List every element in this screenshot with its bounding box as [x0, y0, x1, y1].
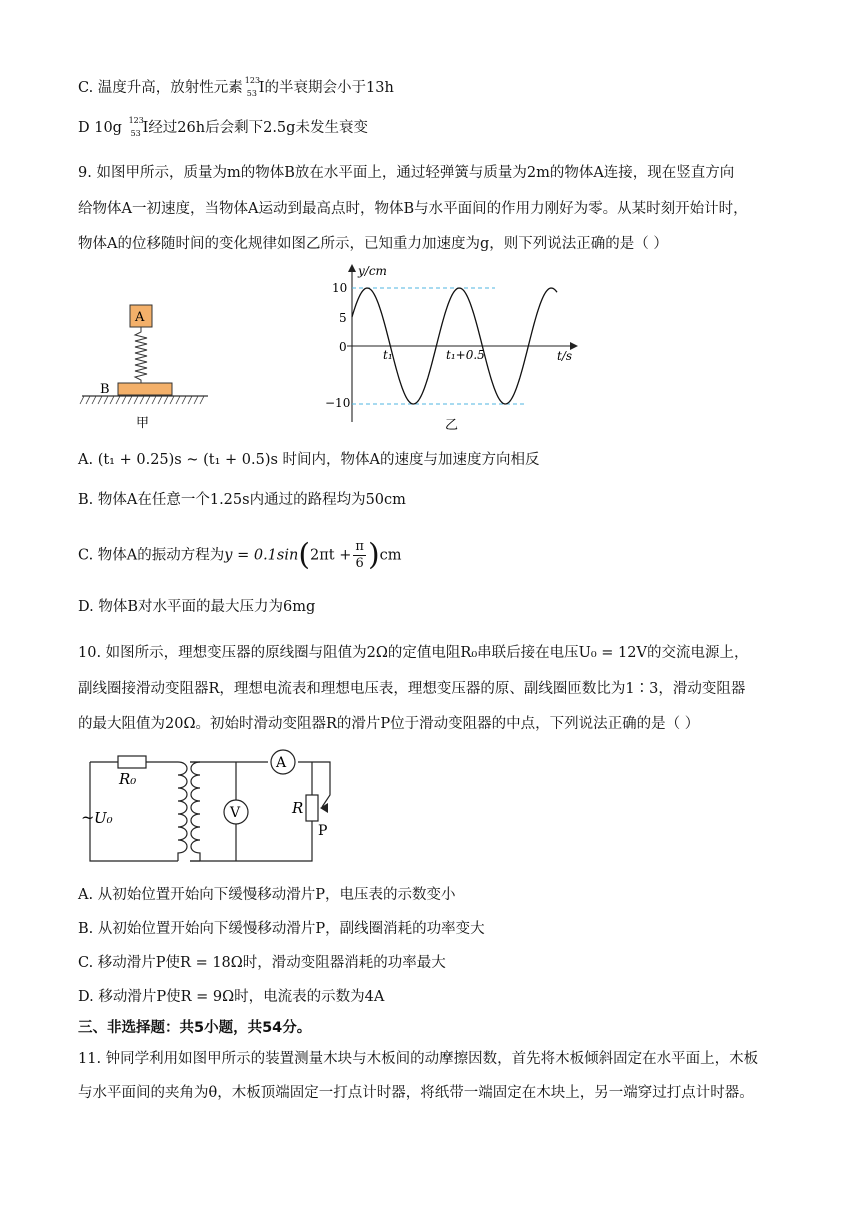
q10-option-b: B. 从初始位置开始向下缓慢移动滑片P，副线圈消耗的功率变大 — [78, 921, 485, 937]
q10-option-d: D. 移动滑片P使R = 9Ω时，电流表的示数为4A — [78, 989, 385, 1005]
primary-coil — [178, 762, 187, 861]
q8-option-c-prefix: C. 温度升高，放射性元素 — [78, 80, 243, 96]
isotope-i123: 123 53 — [244, 76, 261, 98]
r-label: R — [292, 799, 304, 817]
q10-option-a: A. 从初始位置开始向下缓慢移动滑片P，电压表的示数变小 — [78, 887, 456, 903]
t1-label: t₁ — [383, 348, 393, 362]
u0-label: U₀ — [94, 809, 113, 827]
q8-option-c: C. 温度升高，放射性元素 123 53 I的半衰期会小于13h — [78, 76, 394, 98]
ground-hatch — [80, 396, 204, 404]
figure-yi-chart — [325, 262, 585, 434]
spring — [135, 327, 147, 383]
resistor-r0 — [118, 756, 146, 768]
r0-label: R₀ — [119, 770, 137, 788]
q10-stem-line-3: 的最大阻值为20Ω。初始时滑动变阻器R的滑片P位于滑动变阻器的中点，下列说法正确的是（ ） — [78, 716, 700, 732]
q8-option-c-suffix: 的半衰期会小于13h — [264, 80, 394, 96]
y-tick-0: 0 — [339, 340, 347, 354]
q10-stem-line-2: 副线圈接滑动变阻器R，理想电流表和理想电压表，理想变压器的原、副线圈匝数比为1∶3，滑动变阻器 — [78, 681, 746, 697]
block-b — [118, 383, 172, 395]
q9-option-d: D. 物体B对水平面的最大压力为6mg — [78, 599, 316, 615]
q9-stem-line-2: 给物体A一初速度，当物体A运动到最高点时，物体B与水平面间的作用力刚好为零。从某时刻开始计时， — [78, 201, 748, 217]
voltmeter-label: V — [230, 805, 241, 821]
q9-option-a: A. (t₁ + 0.25)s ~ (t₁ + 0.5)s 时间内，物体A的速度与加速度方向相反 — [78, 452, 540, 468]
q9-stem-line-3: 物体A的位移随时间的变化规律如图乙所示，已知重力加速度为g，则下列说法正确的是（ ） — [78, 236, 668, 252]
q10-option-c: C. 移动滑片P使R = 18Ω时，滑动变阻器消耗的功率最大 — [78, 955, 446, 971]
y-tick-10: 10 — [332, 281, 348, 295]
y-tick-minus-10: −10 — [325, 396, 351, 410]
ammeter-label: A — [276, 755, 287, 771]
q9-option-c: C. 物体A的振动方程为y = 0.1sin(2πt + $\frac{\pi}{6}$ )cm — [78, 537, 402, 573]
block-a-label: A — [135, 310, 145, 325]
figure-yi-caption: 乙 — [445, 418, 459, 433]
y-axis-arrow — [348, 264, 356, 272]
block-b-label: B — [100, 382, 110, 397]
figure-jia-caption: 甲 — [136, 416, 150, 430]
x-axis-label: t/s — [557, 349, 573, 363]
isotope-i123: 123 53 — [128, 116, 144, 138]
secondary-coil — [191, 762, 200, 861]
fraction-pi-over-6: $\frac{\pi}{6}$ — [355, 539, 364, 571]
q8-option-d: D 10g 123 53 I经过26h后会剩下2.5g未发生衰变 — [78, 116, 368, 138]
q9-stem-line-1: 9. 如图甲所示，质量为m的物体B放在水平面上，通过轻弹簧与质量为2m的物体A连接，现在竖直方向 — [78, 165, 735, 181]
t1p-label: t₁+0.5 — [446, 348, 485, 362]
ac-source-tilde: ~ — [81, 808, 95, 827]
q10-stem-line-1: 10. 如图所示，理想变压器的原线圈与阻值为2Ω的定值电阻R₀串联后接在电压U₀ = 12V的交流电源上， — [78, 645, 749, 661]
q11-stem-line-1: 11. 钟同学利用如图甲所示的装置测量木块与木板间的动摩擦因数，首先将木板倾斜固定在水平面上，木板 — [78, 1051, 759, 1067]
y-axis-label: y/cm — [358, 264, 387, 278]
q11-stem-line-2: 与水平面间的夹角为θ，木板顶端固定一打点计时器，将纸带一端固定在木块上，另一端穿过打点计时器。 — [78, 1085, 754, 1101]
q9-option-b: B. 物体A在任意一个1.25s内通过的路程均为50cm — [78, 492, 406, 508]
figure-circuit — [78, 745, 348, 870]
p-label: P — [318, 823, 328, 839]
y-tick-5: 5 — [339, 311, 347, 325]
section-3-title: 三、非选择题：共5小题，共54分。 — [78, 1020, 312, 1036]
rheostat-r — [306, 795, 318, 821]
figure-jia-spring-blocks — [78, 300, 213, 430]
